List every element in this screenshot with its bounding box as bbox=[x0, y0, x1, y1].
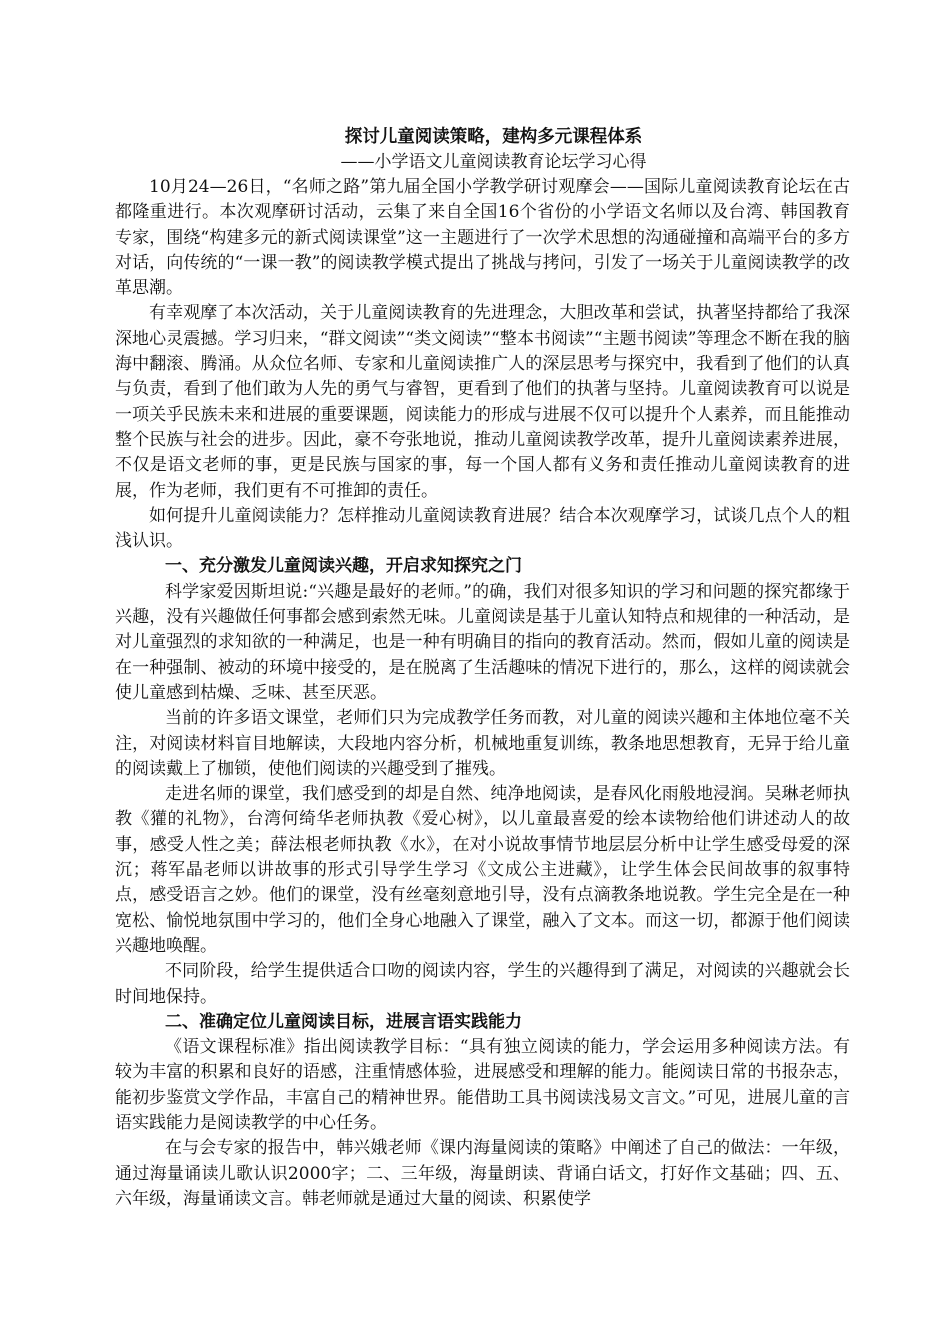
section-heading: 二、准确定位儿童阅读目标，进展言语实践能力 bbox=[165, 1011, 522, 1032]
document-title: 探讨儿童阅读策略，建构多元课程体系 bbox=[344, 127, 643, 147]
section-paragraph: 当前的许多语文课堂，老师们只为完成教学任务而教，对儿童的阅读兴趣和主体地位毫不关注，对阅读材料盲目地解读，大段地内容分析，机械地重复训练，教条地思想教育，无异于给儿童的阅读戴上了枷锁，使他们阅读的兴趣受到了摧残。 bbox=[115, 708, 850, 779]
intro-paragraph: 10月24—26日，“名师之路”第九届全国小学教学研讨观摩会——国际儿童阅读教育论坛在古都隆重进行。本次观摩研讨活动，云集了来自全国16个省份的小学语文名师以及台湾、韩国教育专家，围绕“构建多元的新式阅读课堂”这一主题进行了一次学术思想的沟通碰撞和高端平台的多方对话，向传统的“一课一教”的阅读教学模式提出了挑战与拷问，引发了一场关于儿童阅读教学的改革思潮。 bbox=[115, 177, 850, 299]
intro-paragraph: 有幸观摩了本次活动，关于儿童阅读教育的先进理念，大胆改革和尝试，执著坚持都给了我深深地心灵震撼。学习归来，“群文阅读”“类文阅读”“整本书阅读”“主题书阅读”等理念不断在我的脑海中翻滚、腾涌。从众位名师、专家和儿童阅读推广人的深层思考与探究中，我看到了他们的认真与负责，看到了他们敢为人先的勇气与睿智，更看到了他们的执著与坚持。儿童阅读教育可以说是一项关乎民族未来和进展的重要课题，阅读能力的形成与进展不仅可以提升个人素养，而且能推动整个民族与社会的进步。因此，豪不夸张地说，推动儿童阅读教学改革，提升儿童阅读素养进展，不仅是语文老师的事，更是民族与国家的事，每一个国人都有义务和责任推动儿童阅读教育的进展，作为老师，我们更有不可推卸的责任。 bbox=[115, 303, 850, 501]
section-heading: 一、充分激发儿童阅读兴趣，开启求知探究之门 bbox=[165, 556, 522, 577]
intro-paragraph: 如何提升儿童阅读能力？怎样推动儿童阅读教育进展？结合本次观摩学习，试谈几点个人的粗浅认识。 bbox=[115, 505, 850, 552]
document-page bbox=[115, 124, 850, 1212]
document-subtitle: ——小学语文儿童阅读教育论坛学习心得 bbox=[340, 152, 647, 172]
section-paragraph: 科学家爱因斯坦说:“兴趣是最好的老师。”的确，我们对很多知识的学习和问题的探究都缘于兴趣，没有兴趣做任何事都会感到索然无味。儿童阅读是基于儿童认知特点和规律的一种活动，是对儿童强烈的求知欲的一种满足，也是一种有明确目的指向的教育活动。然而，假如儿童的阅读是在一种强制、被动的环境中接受的，是在脱离了生活趣味的情况下进行的，那么，这样的阅读就会使儿童感到枯燥、乏味、甚至厌恶。 bbox=[115, 581, 850, 703]
section-paragraph: 不同阶段，给学生提供适合口吻的阅读内容，学生的兴趣得到了满足，对阅读的兴趣就会长时间地保持。 bbox=[115, 961, 850, 1007]
section-paragraph: 走进名师的课堂，我们感受到的却是自然、纯净地阅读，是春风化雨般地浸润。吴琳老师执教《獾的礼物》，台湾何绮华老师执教《爱心树》，以儿童最喜爱的绘本读物给他们讲述动人的故事，感受人性之美；薛法根老师执教《水》，在对小说故事情节地层层分析中让学生感受母爱的深沉；蒋军晶老师以讲故事的形式引导学生学习《文成公主进藏》，让学生体会民间故事的叙事特点，感受语言之妙。他们的课堂，没有丝毫刻意地引导，没有点滴教条地说教。学生完全是在一种宽松、愉悦地氛围中学习的，他们全身心地融入了课堂，融入了文本。而这一切，都源于他们阅读兴趣地唤醒。 bbox=[115, 784, 850, 956]
section-paragraph: 在与会专家的报告中，韩兴娥老师《课内海量阅读的策略》中阐述了自己的做法：一年级，通过海量诵读儿歌认识2000字；二、三年级，海量朗读、背诵白话文，打好作文基础；四、五、六年级，海量诵读文言。韩老师就是通过大量的阅读、积累使学 bbox=[115, 1138, 850, 1209]
section-paragraph: 《语文课程标准》指出阅读教学目标：“具有独立阅读的能力，学会运用多种阅读方法。有较为丰富的积累和良好的语感，注重情感体验，进展感受和理解的能力。能阅读日常的书报杂志，能初步鉴赏文学作品，丰富自己的精神世界。能借助工具书阅读浅易文言文。”可见，进展儿童的言语实践能力是阅读教学的中心任务。 bbox=[115, 1037, 850, 1133]
